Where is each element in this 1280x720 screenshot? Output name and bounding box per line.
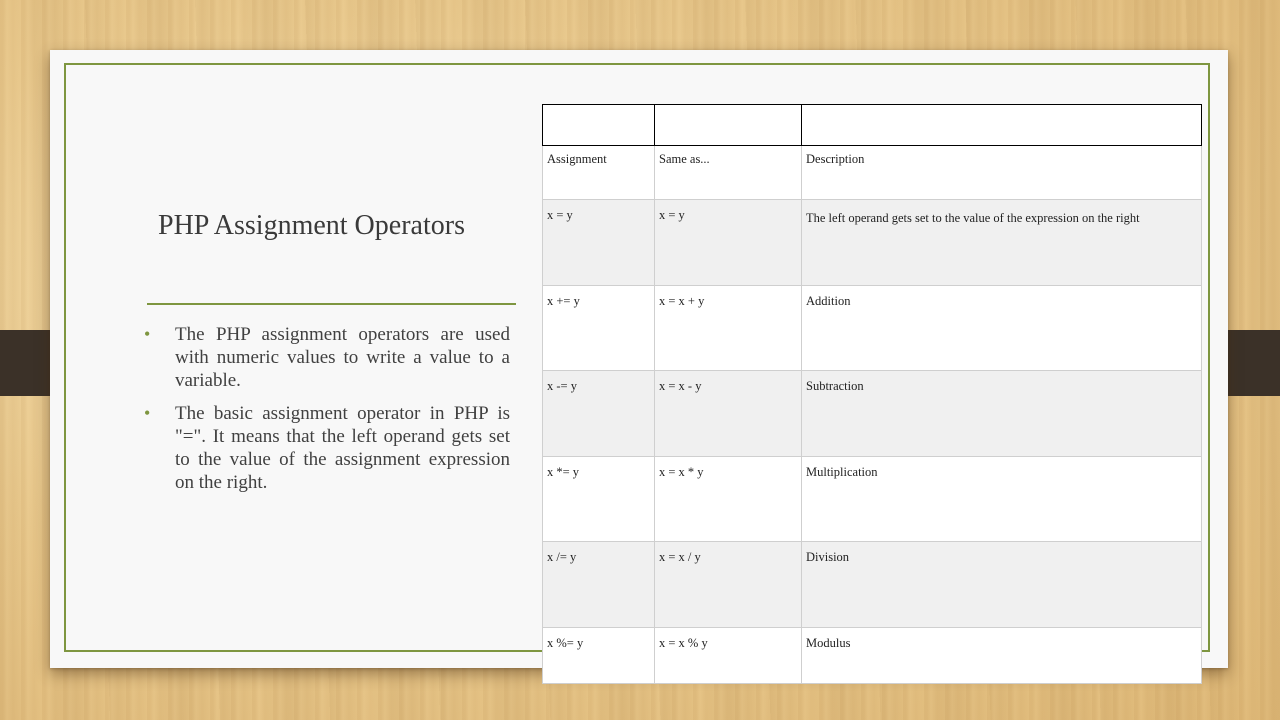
table-blank-header-cell — [655, 105, 802, 146]
table-row — [543, 628, 1202, 684]
table-column-header-row — [543, 146, 1202, 200]
bullet-list — [144, 323, 510, 504]
bullet-item — [144, 402, 510, 494]
cell-assignment: x = y — [543, 200, 655, 286]
bullet-dot-icon: • — [144, 324, 151, 344]
cell-description: Multiplication — [802, 457, 1202, 542]
slide — [50, 50, 1228, 668]
slide-title: PHP Assignment Operators — [158, 210, 465, 241]
table-row — [543, 457, 1202, 542]
column-header-description: Description — [802, 146, 1202, 200]
cell-description: Addition — [802, 286, 1202, 371]
table-blank-header-row — [543, 105, 1202, 146]
cell-assignment: x /= y — [543, 542, 655, 628]
bullet-item — [144, 323, 510, 392]
table-blank-header-cell — [802, 105, 1202, 146]
table-row — [543, 371, 1202, 457]
cell-assignment: x %= y — [543, 628, 655, 684]
operators-table — [542, 104, 1202, 684]
table-blank-header-cell — [543, 105, 655, 146]
cell-same-as: x = x / y — [655, 542, 802, 628]
title-underline — [147, 303, 516, 305]
cell-assignment: x *= y — [543, 457, 655, 542]
cell-same-as: x = x - y — [655, 371, 802, 457]
table-row — [543, 542, 1202, 628]
cell-same-as: x = y — [655, 200, 802, 286]
cell-same-as: x = x + y — [655, 286, 802, 371]
cell-description: Modulus — [802, 628, 1202, 684]
cell-description: Division — [802, 542, 1202, 628]
bullet-dot-icon: • — [144, 403, 151, 423]
cell-assignment: x += y — [543, 286, 655, 371]
cell-description: The left operand gets set to the value of the expression on the right — [802, 200, 1202, 286]
table-row — [543, 286, 1202, 371]
column-header-same-as: Same as... — [655, 146, 802, 200]
cell-description: Subtraction — [802, 371, 1202, 457]
cell-same-as: x = x % y — [655, 628, 802, 684]
bullet-text: The basic assignment operator in PHP is "=". It means that the left operand gets set to the value of the assignment expression on the right. — [175, 403, 510, 493]
column-header-assignment: Assignment — [543, 146, 655, 200]
cell-assignment: x -= y — [543, 371, 655, 457]
cell-same-as: x = x * y — [655, 457, 802, 542]
bullet-text: The PHP assignment operators are used with numeric values to write a value to a variable. — [175, 324, 510, 391]
table-row — [543, 200, 1202, 286]
